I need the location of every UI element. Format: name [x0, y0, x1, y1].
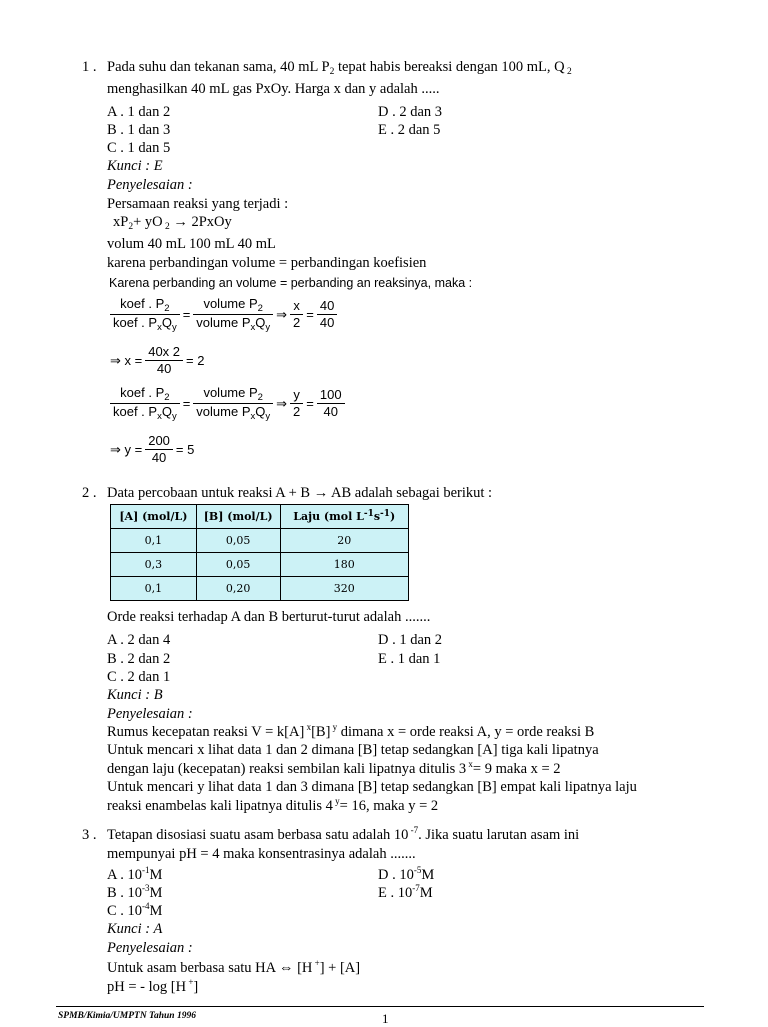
q1-text: Pada suhu dan tekanan sama, 40 mL $P_2$ tepat habis bereaksi dengan 100 mL, Q $_2$	[107, 59, 572, 77]
q3-solution-line-1: Untuk asam berbasa satu HA ⇔ [H +] + [A]	[107, 958, 361, 976]
table-header: Laju (mol $L^{-1}s^{-1}$)	[280, 505, 408, 529]
table-cell: 0,05	[196, 553, 280, 577]
fraction-koef: $\frac{koef . P_2}{koef . P_xQ_y}$	[110, 296, 180, 333]
table-cell: 0,1	[111, 577, 197, 601]
table-cell: 0,20	[196, 577, 280, 601]
q3-text-line2: mempunyai pH = 4 maka konsentrasinya adalah .......	[107, 846, 416, 862]
q2-solution-heading: Penyelesaian :	[107, 706, 193, 722]
table-header: [B] (mol/L)	[196, 505, 280, 529]
q3-answer-key: Kunci : A	[107, 921, 163, 937]
q3-option-b: B . $10^{-3}M$	[107, 883, 163, 901]
q1-option-e: E . 2 dan 5	[378, 122, 441, 138]
q1-reason-line: karena perbandingan volume = perbandingan koefisien	[107, 255, 427, 271]
table-cell: 0,3	[111, 553, 197, 577]
q2-option-e: E . 1 dan 1	[378, 651, 441, 667]
q2-option-a: A . 2 dan 4	[107, 632, 171, 648]
q1-reaction-intro: Persamaan reaksi yang terjadi :	[107, 196, 289, 212]
q2-solution-line-3: dengan laju (kecepatan) reaksi sembilan kali lipatnya ditulis 3 $^x$= 9 maka x = 2	[107, 759, 561, 777]
q2-answer-key: Kunci : B	[107, 687, 163, 703]
q1-text-line2: menghasilkan 40 mL gas PxOy. Harga x dan y adalah .....	[107, 81, 440, 97]
q1-option-a: A . 1 dan 2	[107, 104, 171, 120]
q2-solution-line-4: Untuk mencari y lihat data 1 dan 3 dimana [B] tetap sedangkan [B] empat kali lipatnya laju	[107, 779, 637, 795]
q1-x-calculation: ⇒ x = $\frac{40x 2}{40}$ = 2	[110, 344, 205, 376]
q3-option-e: E . $10^{-7}M$	[378, 883, 433, 901]
table-cell: 20	[280, 529, 408, 553]
fraction-volume: $\frac{volume P_2}{volume P_xQ_y}$	[193, 296, 273, 333]
q3-solution-heading: Penyelesaian :	[107, 940, 193, 956]
q1-answer-key: Kunci : E	[107, 158, 163, 174]
table-header-row	[111, 505, 409, 529]
q1-option-b: B . 1 dan 3	[107, 122, 171, 138]
table-row	[111, 577, 409, 601]
table-row	[111, 529, 409, 553]
q3-option-d: D . $10^{-5}M$	[378, 865, 435, 883]
q2-solution-line-2: Untuk mencari x lihat data 1 dan 2 dimana [B] tetap sedangkan [A] tiga kali lipatnya	[107, 742, 599, 758]
table-header: [A] (mol/L)	[111, 505, 197, 529]
q3-text: Tetapan disosiasi suatu asam berbasa satu adalah 10 $^{-7}$. Jika suatu larutan asam ini	[107, 825, 580, 843]
table-cell: 0,05	[196, 529, 280, 553]
table-cell: 0,1	[111, 529, 197, 553]
q3-option-c: C . $10^{-4}M$	[107, 901, 163, 919]
footer-divider	[56, 1006, 704, 1007]
q1-option-d: D . 2 dan 3	[378, 104, 443, 120]
q1-reaction-equation: $xP_2+$ yO $_2$ → 2PxOy	[113, 214, 232, 232]
q1-option-c: C . 1 dan 5	[107, 140, 171, 156]
page-number: 1	[382, 1011, 389, 1026]
q2-solution-line-1: Rumus kecepatan reaksi V = k[A] $^x$[B] $^y$ dimana x = orde reaksi A, y = orde reaksi B	[107, 722, 595, 740]
q1-number: 1 .	[82, 59, 97, 75]
table-row	[111, 553, 409, 577]
q3-number: 3 .	[82, 827, 97, 843]
table-cell: 320	[280, 577, 408, 601]
q2-data-table	[110, 504, 409, 601]
q2-solution-line-5: reaksi enambelas kali lipatnya ditulis 4 $^y$= 16, maka y = 2	[107, 796, 439, 814]
q1-ratio-equation-x: $\frac{koef . P_2}{koef . P_xQ_y}$ = $\frac{volume P_2}{volume P_xQ_y}$ ⇒ $\frac{x}{2}$ = $\frac{40}{40}$	[110, 296, 337, 333]
q3-option-a: A . $10^{-1}M$	[107, 865, 163, 883]
q1-volume-line: volum 40 mL 100 mL 40 mL	[107, 236, 276, 252]
q1-ratio-equation-y: $\frac{koef . P_2}{koef . P_xQ_y}$ = $\frac{volume P_2}{volume P_xQ_y}$ ⇒ $\frac{y}{2}$ = $\frac{100}{40}$	[110, 385, 345, 422]
q1-y-calculation: ⇒ y = $\frac{200}{40}$ = 5	[110, 433, 195, 465]
q3-solution-line-2: pH = - log [H +]	[107, 977, 199, 995]
q2-question: Orde reaksi terhadap A dan B berturut-turut adalah .......	[107, 609, 431, 625]
q2-option-b: B . 2 dan 2	[107, 651, 171, 667]
q2-text: Data percobaan untuk reaksi A + B → AB adalah sebagai berikut :	[107, 485, 493, 501]
q1-solution-heading: Penyelesaian :	[107, 177, 193, 193]
q1-reason-line-2: Karena perbanding an volume = perbanding an reaksinya, maka :	[109, 276, 473, 290]
footer-source: SPMB/Kimia/UMPTN Tahun 1996	[58, 1011, 196, 1021]
table-cell: 180	[280, 553, 408, 577]
q2-option-c: C . 2 dan 1	[107, 669, 171, 685]
q2-option-d: D . 1 dan 2	[378, 632, 443, 648]
q2-number: 2 .	[82, 485, 97, 501]
